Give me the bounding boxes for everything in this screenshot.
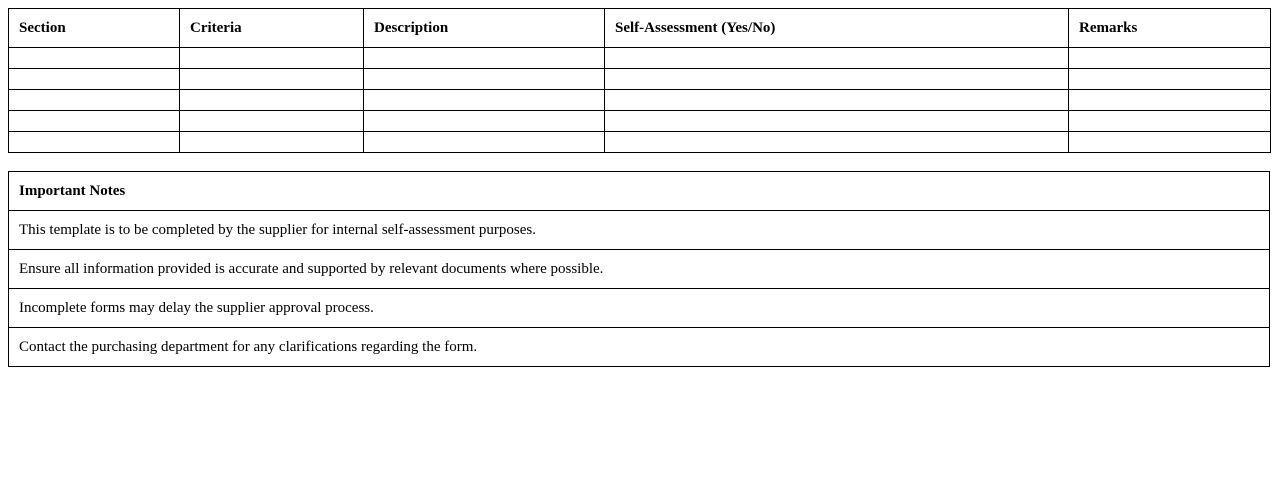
table-row [9,69,1271,90]
notes-row [9,289,1270,328]
table-row [9,111,1271,132]
table-cell-section [9,69,180,90]
column-header-remarks: Remarks [1069,9,1271,48]
important-notes-table [8,171,1270,367]
column-header-section: Section [9,9,180,48]
notes-title: Important Notes [9,172,1270,211]
table-cell-self-assessment [605,48,1069,69]
table-cell-remarks [1069,69,1271,90]
table-cell-section [9,90,180,111]
table-cell-self-assessment [605,69,1069,90]
column-header-description: Description [364,9,605,48]
table-cell-remarks [1069,132,1271,153]
table-row [9,90,1271,111]
table-header-row [9,9,1271,48]
table-row [9,48,1271,69]
note-item: Contact the purchasing department for any clarifications regarding the form. [9,328,1270,367]
table-cell-self-assessment [605,111,1069,132]
table-cell-remarks [1069,48,1271,69]
table-cell-description [364,48,605,69]
table-row [9,132,1271,153]
table-cell-description [364,69,605,90]
note-item: This template is to be completed by the supplier for internal self-assessment purposes. [9,211,1270,250]
table-cell-description [364,132,605,153]
notes-row [9,328,1270,367]
table-cell-criteria [180,69,364,90]
table-cell-criteria [180,90,364,111]
note-item: Incomplete forms may delay the supplier approval process. [9,289,1270,328]
notes-header-row [9,172,1270,211]
table-cell-description [364,90,605,111]
notes-row [9,211,1270,250]
table-cell-section [9,132,180,153]
column-header-self-assessment: Self-Assessment (Yes/No) [605,9,1069,48]
table-cell-criteria [180,132,364,153]
table-cell-section [9,111,180,132]
table-cell-criteria [180,111,364,132]
column-header-criteria: Criteria [180,9,364,48]
table-cell-self-assessment [605,132,1069,153]
note-item: Ensure all information provided is accurate and supported by relevant documents where possible. [9,250,1270,289]
table-cell-section [9,48,180,69]
table-cell-remarks [1069,111,1271,132]
table-cell-criteria [180,48,364,69]
table-cell-remarks [1069,90,1271,111]
table-cell-description [364,111,605,132]
notes-row [9,250,1270,289]
self-assessment-table [8,8,1271,153]
table-cell-self-assessment [605,90,1069,111]
